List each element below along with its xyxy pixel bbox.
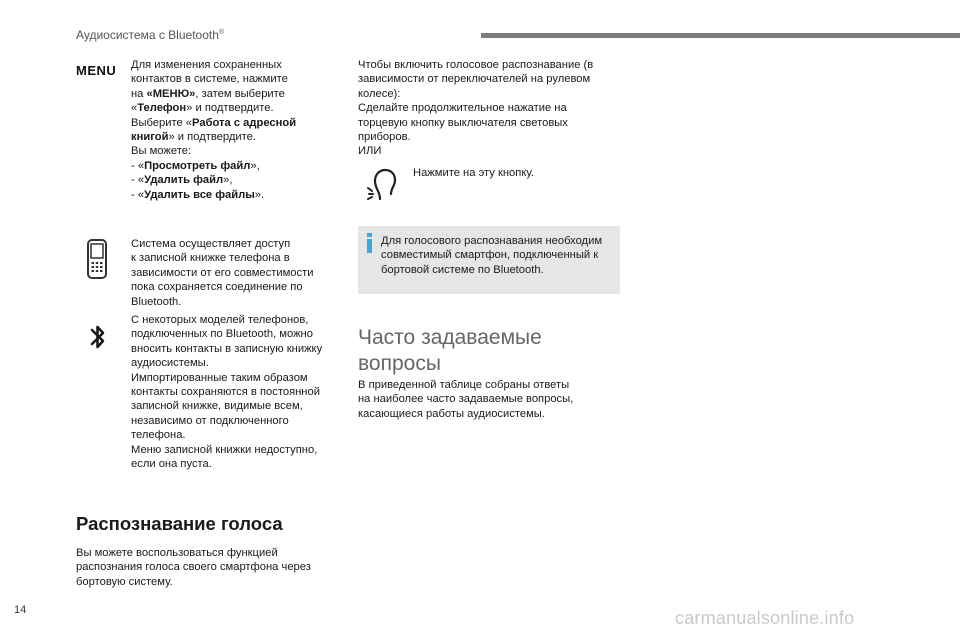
voice-recognition-text: Вы можете воспользоваться функцией распознания голоса своего смартфона через бортовую систему. [76,547,311,588]
running-header: Аудиосистема с Bluetooth® [76,28,225,42]
faq-intro-text: В приведенной таблице собраны ответы на наиболее часто задаваемые вопросы, касающиеся работы аудиосистемы. [358,379,574,420]
info-icon [366,233,374,253]
phone-icon [86,239,108,279]
faq-heading: Часто задаваемые вопросы [358,326,542,375]
edit-contacts-text: Для изменения сохраненных контактов в системе, нажмите на «МЕНЮ», затем выберите «Телефон» и подтвердите. Выберите «Работа с адресной книгой» и подтвердите. Вы можете: - «Просмотреть файл», - «Удалить файл», - «Удалить все файлы». [131,59,297,201]
phonebook-access-text: Система осуществляет доступ к записной книжке телефона в зависимости от его совместимости пока сохраняется соединение по Bluetooth. [131,238,314,308]
watermark: carmanualsonline.info [675,608,855,628]
header-bar [481,33,960,38]
import-contacts-text: С некоторых моделей телефонов, подключенных по Bluetooth, можно вносить контакты в записную книжку аудиосистемы. Импортированные таким образом контакты сохраняются в постоянной записной книжке, видимые всем, независимо от подключенного телефона. Меню записной книжки недоступно, если она пуста. [131,314,323,471]
info-text: Для голосового распознавания необходим совместимый смартфон, подключенный к бортовой системе по Bluetooth. [381,235,603,276]
voice-command-icon [365,166,403,202]
voice-recognition-heading: Распознавание голоса [76,513,283,534]
press-button-text: Нажмите на эту кнопку. [413,167,534,179]
menu-button-label: MENU [76,63,117,78]
page-number: 14 [14,604,27,616]
enable-voice-text: Чтобы включить голосовое распознавание (в зависимости от переключателей на рулевом колесе): Сделайте продолжительное нажатие на торцевую кнопку выключателя световых приборов. ИЛИ [358,59,594,158]
bluetooth-icon [89,322,107,352]
